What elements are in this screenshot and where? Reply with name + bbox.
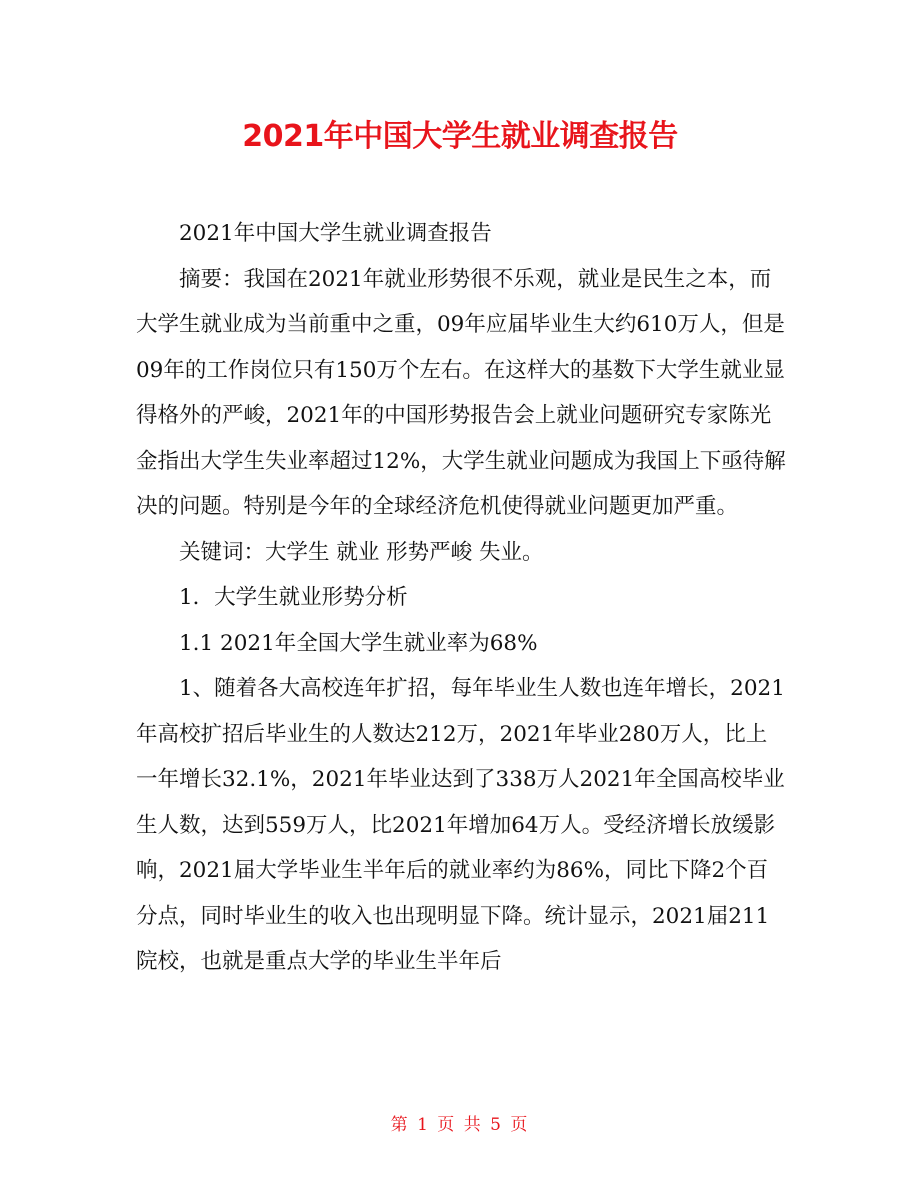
page-footer: 第 1 页 共 5 页	[390, 1115, 530, 1135]
document-title: 2021年中国大学生就业调查报告	[242, 119, 678, 154]
subsection-heading: 1.1 2021年全国大学生就业率为68%	[179, 630, 538, 656]
paragraph-abstract: 摘要：我国在2021年就业形势很不乐观，就业是民生之本，而大学生就业成为当前重中之重，09年应届毕业生大约610万人，但是09年的工作岗位只有150万个左右。在这样大的基数下大学生就业显得格外的严峻，2021年的中国形势报告会上就业问题研究专家陈光金指出大学生失业率超过12%，大学生就业问题成为我国上下亟待解决的问题。特别是今年的全球经济危机使得就业问题更加严重。	[136, 266, 786, 519]
section-heading: 1．大学生就业形势分析	[179, 585, 408, 610]
paragraph-heading: 2021年中国大学生就业调查报告	[179, 221, 492, 246]
paragraph-keywords: 关键词：大学生 就业 形势严峻 失业。	[179, 539, 544, 565]
document-body	[136, 211, 786, 985]
paragraph-body: 1、随着各大高校连年扩招，每年毕业生人数也连年增长，2021年高校扩招后毕业生的人数达212万，2021年毕业280万人，比上一年增长32.1%，2021年毕业达到了338万人2021年全国高校毕业生人数，达到559万人，比2021年增加64万人。受经济增长放缓影响，2021届大学毕业生半年后的就业率约为86%，同比下降2个百分点，同时毕业生的收入也出现明显下降。统计显示，2021届211院校，也就是重点大学的毕业生半年后	[136, 676, 785, 974]
